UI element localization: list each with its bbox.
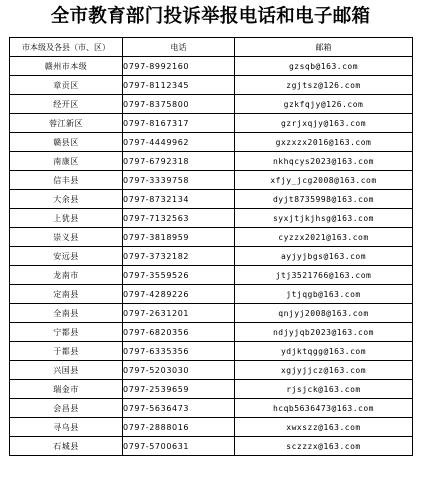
region-cell: 经开区 [10,95,123,114]
table-row [10,437,413,456]
table-header-row [10,38,413,57]
email-cell: sczzzx@163.com [235,437,413,456]
region-cell: 龙南市 [10,266,123,285]
region-cell: 崇义县 [10,228,123,247]
phone-cell: 0797-8167317 [123,114,235,133]
table-row [10,285,413,304]
column-header-phone: 电话 [123,38,235,57]
email-cell: qnjyj2008@163.com [235,304,413,323]
column-header-email: 邮箱 [235,38,413,57]
phone-cell: 0797-4449962 [123,133,235,152]
region-cell: 蓉江新区 [10,114,123,133]
table-row [10,399,413,418]
table-row [10,361,413,380]
phone-cell: 0797-7132563 [123,209,235,228]
table-row [10,247,413,266]
email-cell: jtjqgb@163.com [235,285,413,304]
region-cell: 会昌县 [10,399,123,418]
region-cell: 定南县 [10,285,123,304]
table-row [10,152,413,171]
email-cell: gzsqb@163.com [235,57,413,76]
table-row [10,95,413,114]
table-row [10,114,413,133]
phone-cell: 0797-6335356 [123,342,235,361]
phone-cell: 0797-6820356 [123,323,235,342]
phone-cell: 0797-3818959 [123,228,235,247]
email-cell: syxjtjkjhsg@163.com [235,209,413,228]
region-cell: 宁都县 [10,323,123,342]
phone-cell: 0797-8375800 [123,95,235,114]
phone-cell: 0797-5203030 [123,361,235,380]
region-cell: 兴国县 [10,361,123,380]
region-cell: 全南县 [10,304,123,323]
region-cell: 瑞金市 [10,380,123,399]
email-cell: ydjktqgg@163.com [235,342,413,361]
phone-cell: 0797-5700631 [123,437,235,456]
phone-cell: 0797-5636473 [123,399,235,418]
email-cell: rjsjck@163.com [235,380,413,399]
phone-cell: 0797-8992160 [123,57,235,76]
table-row [10,228,413,247]
email-cell: cyzzx2021@163.com [235,228,413,247]
phone-cell: 0797-2888016 [123,418,235,437]
phone-cell: 0797-8112345 [123,76,235,95]
email-cell: xwxszz@163.com [235,418,413,437]
phone-cell: 0797-3339758 [123,171,235,190]
table-row [10,190,413,209]
email-cell: jtj3521766@163.com [235,266,413,285]
table-row [10,304,413,323]
phone-cell: 0797-3732182 [123,247,235,266]
region-cell: 于都县 [10,342,123,361]
phone-cell: 0797-3559526 [123,266,235,285]
region-cell: 信丰县 [10,171,123,190]
table-body [10,57,413,456]
table-row [10,76,413,95]
email-cell: hcqb5636473@163.com [235,399,413,418]
email-cell: gzkfqjy@126.com [235,95,413,114]
email-cell: nkhqcys2023@163.com [235,152,413,171]
email-cell: ndjyjqb2023@163.com [235,323,413,342]
email-cell: xfjy_jcg2008@163.com [235,171,413,190]
email-cell: xgjyjjcz@163.com [235,361,413,380]
email-cell: dyjt8735998@163.com [235,190,413,209]
region-cell: 寻乌县 [10,418,123,437]
table-row [10,57,413,76]
region-cell: 章贡区 [10,76,123,95]
phone-cell: 0797-8732134 [123,190,235,209]
region-cell: 南康区 [10,152,123,171]
table-row [10,266,413,285]
region-cell: 大余县 [10,190,123,209]
region-cell: 赣县区 [10,133,123,152]
email-cell: ayjyjbgs@163.com [235,247,413,266]
email-cell: zgjtsz@126.com [235,76,413,95]
document-title: 全市教育部门投诉举报电话和电子邮箱 [50,6,371,27]
table-row [10,380,413,399]
phone-cell: 0797-6792318 [123,152,235,171]
phone-cell: 0797-2539659 [123,380,235,399]
table-row [10,133,413,152]
table-row [10,342,413,361]
complaint-contacts-table [9,37,413,456]
column-header-region: 市本级及各县（市、区） [10,38,123,57]
email-cell: gxzxzx2016@163.com [235,133,413,152]
table-row [10,418,413,437]
region-cell: 赣州市本级 [10,57,123,76]
table-row [10,171,413,190]
table-row [10,323,413,342]
phone-cell: 0797-2631201 [123,304,235,323]
region-cell: 安远县 [10,247,123,266]
phone-cell: 0797-4289226 [123,285,235,304]
table-row [10,209,413,228]
email-cell: gzrjxqjy@163.com [235,114,413,133]
region-cell: 石城县 [10,437,123,456]
region-cell: 上犹县 [10,209,123,228]
